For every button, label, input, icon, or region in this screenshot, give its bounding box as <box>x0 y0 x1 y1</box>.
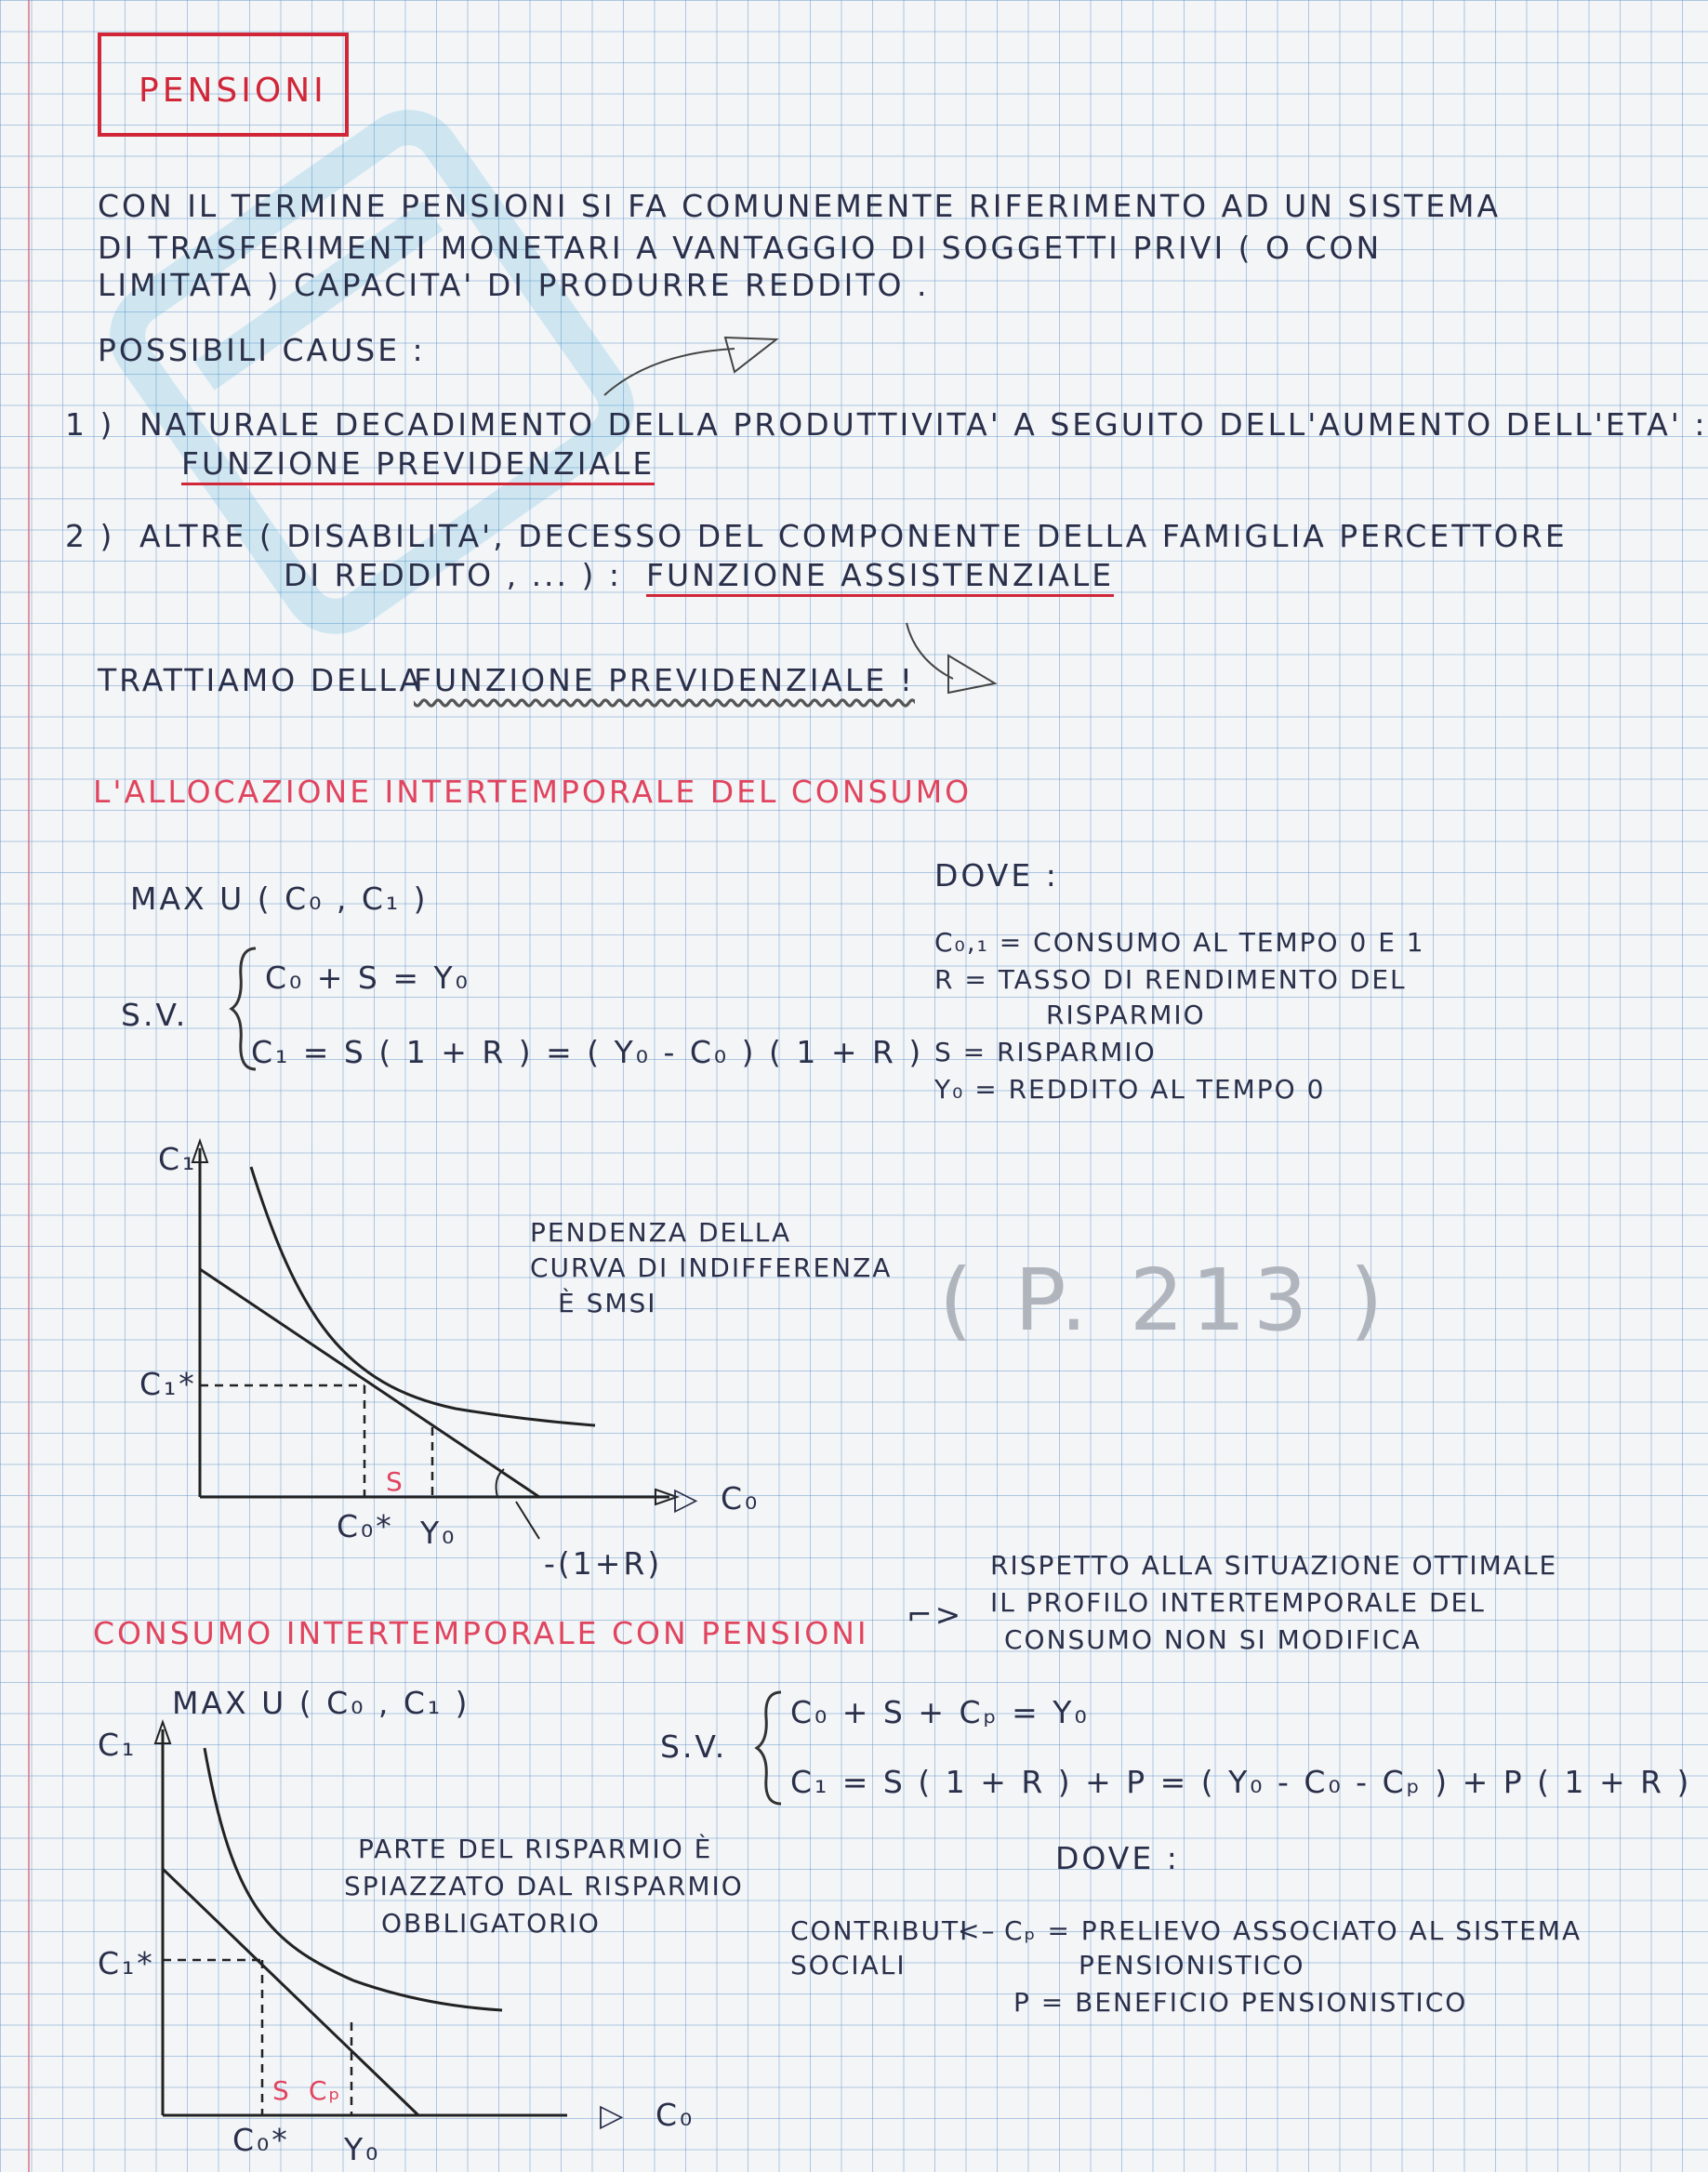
graph-1-c1-star: C₁* <box>139 1366 197 1402</box>
section-2-arrow: ⌐> <box>907 1596 964 1633</box>
section-1-def-1: C₀,₁ = CONSUMO AL TEMPO 0 E 1 <box>934 927 1425 958</box>
intro-line-1: CON IL TERMINE PENSIONI SI FA COMUNEMENTE RIFERIMENTO AD UN SISTEMA <box>98 188 1502 224</box>
graph-2-x-label: C₀ <box>655 2097 695 2133</box>
section-2-dove: DOVE : <box>1055 1840 1180 1876</box>
section-2-note-1: RISPETTO ALLA SITUAZIONE OTTIMALE <box>990 1550 1558 1581</box>
section-1-def-2: R = TASSO DI RENDIMENTO DEL <box>934 964 1407 995</box>
section-2-eq-2: C₁ = S ( 1 + R ) + P = ( Y₀ - C₀ - Cₚ ) + P ( 1 + R ) <box>790 1764 1692 1800</box>
section-1-heading: L'ALLOCAZIONE INTERTEMPORALE DEL CONSUMO <box>93 774 973 810</box>
graph-2-c1-star: C₁* <box>98 1945 155 1981</box>
section-1-eq-2: C₁ = S ( 1 + R ) = ( Y₀ - C₀ ) ( 1 + R ) <box>251 1034 924 1070</box>
treat-emphasis: FUNZIONE PREVIDENZIALE ! <box>414 662 915 698</box>
intro-line-3: LIMITATA ) CAPACITA' DI PRODURRE REDDITO . <box>98 267 930 303</box>
cause-2-number: 2 ) <box>65 518 115 554</box>
intro-line-2: DI TRASFERIMENTI MONETARI A VANTAGGIO DI SOGGETTI PRIVI ( O CON <box>98 230 1383 266</box>
graph-1-y-label: C₁ <box>158 1141 198 1177</box>
graph-2-note-2: SPIAZZATO DAL RISPARMIO <box>344 1871 744 1901</box>
section-1-def-4: S = RISPARMIO <box>934 1037 1157 1067</box>
cause-2-text: ALTRE ( DISABILITA', DECESSO DEL COMPONENTE DELLA FAMIGLIA PERCETTORE <box>139 518 1568 554</box>
graph-1-x-axis-tip: ▷ <box>674 1480 701 1516</box>
section-1-def-5: Y₀ = REDDITO AL TEMPO 0 <box>934 1074 1326 1105</box>
section-1-eq-1: C₀ + S = Y₀ <box>265 960 470 996</box>
section-1-objective: MAX U ( C₀ , C₁ ) <box>130 881 429 917</box>
curved-arrow-icon <box>897 614 1009 707</box>
graph-1-note-1: PENDENZA DELLA <box>530 1217 792 1248</box>
margin-line <box>28 0 30 2172</box>
graph-1-indifference-curve <box>251 1167 595 1425</box>
causes-heading: POSSIBILI CAUSE : <box>98 332 426 368</box>
graph-1-slope-pointer <box>516 1502 539 1539</box>
graph-2-y0: Y₀ <box>344 2131 381 2167</box>
cause-1-number: 1 ) <box>65 406 115 443</box>
graph-2-y-label: C₁ <box>98 1727 138 1763</box>
graph-2-c0-star: C₀* <box>232 2122 290 2158</box>
graph-1 <box>149 1130 707 1557</box>
section-2-contrib-arrow: <– <box>958 1915 997 1946</box>
treat-pre: TRATTIAMO DELLA <box>98 662 424 698</box>
graph-1-y0: Y₀ <box>420 1515 457 1551</box>
cause-1-function: FUNZIONE PREVIDENZIALE <box>181 448 655 485</box>
section-1-dove: DOVE : <box>934 857 1059 894</box>
graph-1-note-2: CURVA DI INDIFFERENZA <box>530 1252 893 1283</box>
graph-2-x-axis-tip: ▷ <box>600 2097 627 2133</box>
section-1-def-3: RISPARMIO <box>1046 1000 1206 1030</box>
graph-1-x-label: C₀ <box>721 1480 761 1516</box>
section-2-note-2: IL PROFILO INTERTEMPORALE DEL <box>990 1587 1486 1618</box>
section-2-contrib-2: SOCIALI <box>790 1950 907 1980</box>
cause-1-text: NATURALE DECADIMENTO DELLA PRODUTTIVITA' A SEGUITO DELL'AUMENTO DELL'ETA' : <box>139 406 1708 443</box>
graph-1-c0-star: C₀* <box>337 1508 394 1544</box>
section-2-eq-1: C₀ + S + Cₚ = Y₀ <box>790 1694 1090 1730</box>
section-2-def-2: PENSIONISTICO <box>1079 1950 1305 1980</box>
graph-1-slope-label: -(1+R) <box>544 1545 663 1582</box>
graph-2-note-1: PARTE DEL RISPARMIO È <box>358 1834 713 1864</box>
cause-2-text-2: DI REDDITO , ... ) : <box>284 557 623 593</box>
page-title: PENSIONI <box>139 72 327 110</box>
graph-2-s-label: S <box>272 2075 291 2106</box>
section-2-def-1: Cₚ = PRELIEVO ASSOCIATO AL SISTEMA <box>1004 1915 1582 1946</box>
graph-2-cp-label: Cₚ <box>309 2075 342 2106</box>
graph-1-note-3: È SMSI <box>558 1288 657 1318</box>
curved-arrow-icon <box>595 330 800 414</box>
graph-2-note-3: OBBLIGATORIO <box>381 1908 601 1939</box>
section-1-sv: S.V. <box>121 997 189 1033</box>
section-2-objective: MAX U ( C₀ , C₁ ) <box>172 1685 470 1721</box>
page-reference: ( P. 213 ) <box>939 1251 1391 1350</box>
section-2-sv: S.V. <box>660 1728 728 1765</box>
cause-2-function: FUNZIONE ASSISTENZIALE <box>646 560 1114 597</box>
constraint-brace <box>753 1688 790 1808</box>
section-2-def-3: P = BENEFICIO PENSIONISTICO <box>1013 1987 1468 2018</box>
section-2-heading: CONSUMO INTERTEMPORALE CON PENSIONI <box>93 1615 869 1651</box>
section-2-note-3: CONSUMO NON SI MODIFICA <box>1004 1624 1422 1655</box>
section-2-contrib-1: CONTRIBUTI <box>790 1915 970 1946</box>
graph-1-budget-line <box>200 1269 539 1497</box>
page-title-box <box>98 33 349 137</box>
graph-1-s-label: S <box>386 1466 404 1497</box>
